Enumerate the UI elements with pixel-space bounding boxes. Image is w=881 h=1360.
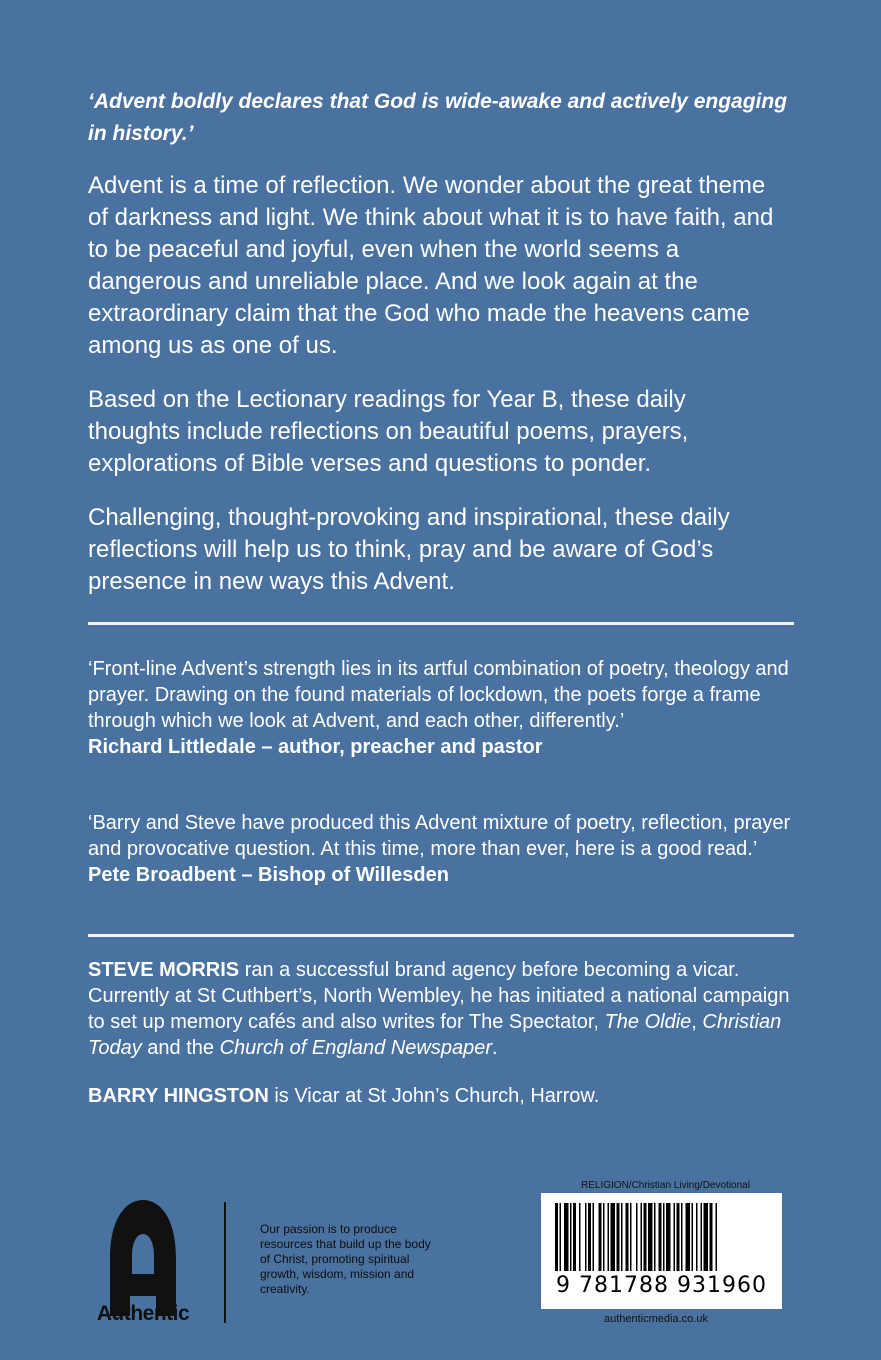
bio-barry-text: is Vicar at St John’s Church, Harrow. xyxy=(268,1085,600,1107)
bio-steve-text-1: ran a successful brand agency before becoming a vicar. Currently at St Cuthbert’s, North Wembley, he has initiated a national campaign to set up memory cafés and also writes for The Spectator, xyxy=(88,959,790,1033)
endorsement-1-attribution: Richard Littledale – author, preacher and pastor xyxy=(88,736,543,758)
blurb-paragraph-2: Based on the Lectionary readings for Year B, these daily thoughts include reflections on beautiful poems, prayers, explorations of Bible verses and questions to ponder. xyxy=(88,386,689,477)
barcode-bars-icon xyxy=(553,1203,770,1275)
isbn-barcode xyxy=(541,1193,782,1309)
bio-steve-publication-2: Christian Today xyxy=(88,1011,782,1059)
blurb-paragraph-1: Advent is a time of reflection. We wonder about the great theme of darkness and light. We think about what it is to have faith, and to be peaceful and joyful, even when the world seems a dangerous and unreliable place. And we look again at the extraordinary claim that the God who made the heavens came among us as one of us. xyxy=(88,172,774,359)
bio-steve-text-3: and the xyxy=(141,1037,220,1059)
bisac-category: RELIGION/Christian Living/Devotional xyxy=(581,1180,750,1191)
isbn-number: 9 781788 931960 xyxy=(556,1273,767,1298)
publisher-name: Authentic xyxy=(96,1302,190,1325)
blurb-section xyxy=(88,86,808,620)
endorsement-2-attribution: Pete Broadbent – Bishop of Willesden xyxy=(88,864,449,886)
author-bios xyxy=(88,957,798,1131)
endorsement-2 xyxy=(88,810,798,888)
divider-bottom xyxy=(88,934,794,937)
divider-top xyxy=(88,622,794,625)
bio-steve-morris xyxy=(88,957,798,1061)
bio-steve-publication-3: Church of England Newspaper xyxy=(219,1037,492,1059)
bio-name-barry: BARRY HINGSTON xyxy=(88,1085,269,1107)
endorsement-2-quote: ‘Barry and Steve have produced this Advent mixture of poetry, reflection, prayer and provocative question. At this time, more than ever, here is a good read.’ xyxy=(88,812,791,860)
publisher-mission: Our passion is to produce resources that build up the body of Christ, promoting spiritual growth, wisdom, mission and creativity. xyxy=(260,1222,431,1296)
bio-name-steve: STEVE MORRIS xyxy=(88,959,240,981)
endorsement-1-quote: ‘Front-line Advent’s strength lies in its artful combination of poetry, theology and prayer. Drawing on the found materials of lockdown, the poets forge a frame through which we look at Advent, and each other, differently.’ xyxy=(88,658,789,732)
blurb-paragraph-3: Challenging, thought-provoking and inspirational, these daily reflections will help us to think, pray and be aware of God’s presence in new ways this Advent. xyxy=(88,504,730,595)
bio-barry-hingston xyxy=(88,1083,798,1109)
bio-steve-text-4: . xyxy=(491,1037,498,1059)
lead-quote: ‘Advent boldly declares that God is wide-awake and actively engaging in history.’ xyxy=(88,90,788,145)
bio-steve-text-2: , xyxy=(691,1011,703,1033)
endorsement-1 xyxy=(88,656,798,760)
bio-steve-publication-1: The Oldie xyxy=(604,1011,692,1033)
footer-vertical-divider xyxy=(224,1202,226,1323)
footer xyxy=(0,1170,881,1360)
publisher-website: authenticmedia.co.uk xyxy=(604,1313,708,1325)
